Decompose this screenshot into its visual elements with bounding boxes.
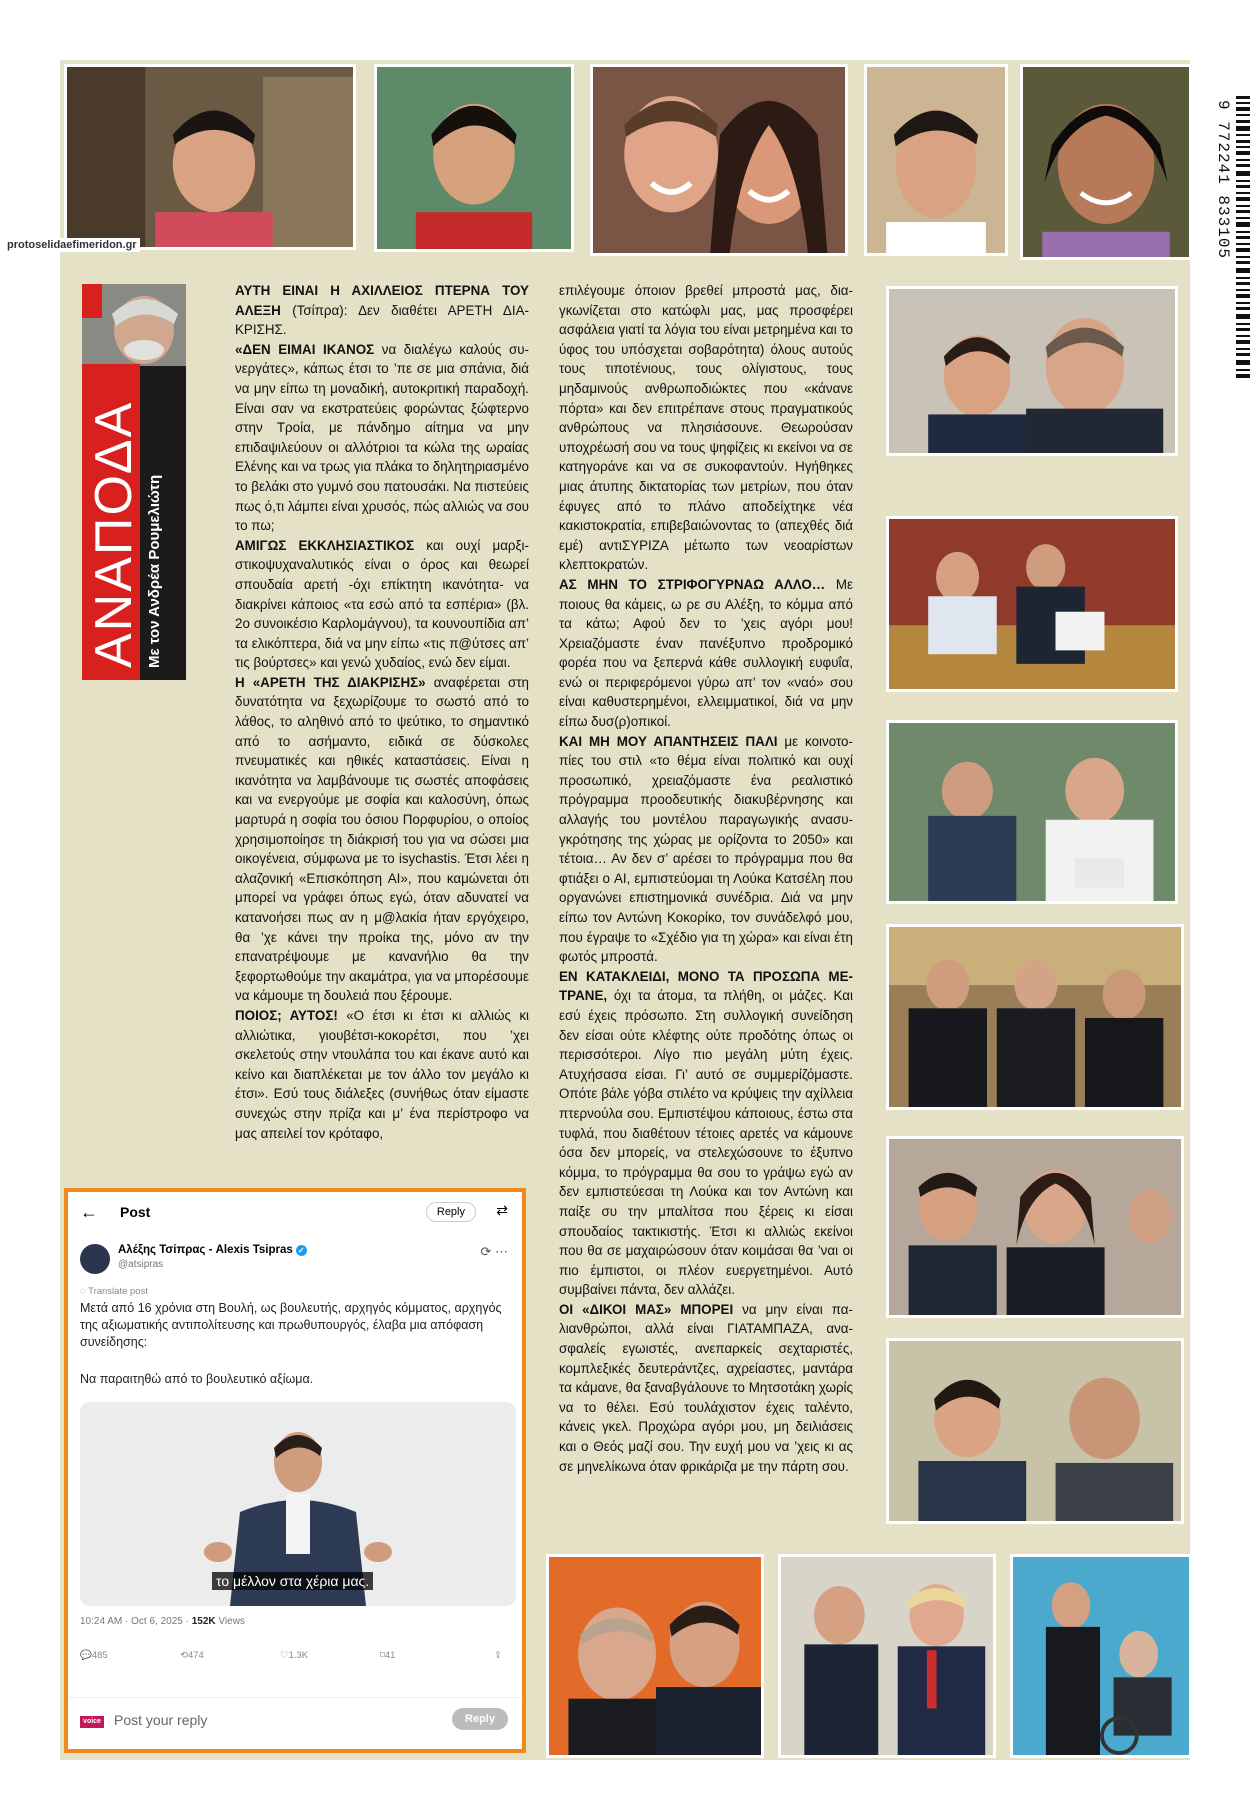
tweet-embed: [64, 1188, 526, 1753]
tweet-video[interactable]: [80, 1402, 516, 1606]
column-author: Με τον Ανδρέα Ρουμελιώτη: [146, 474, 163, 668]
photo-right-1: [886, 286, 1178, 456]
photo-right-3: [886, 720, 1178, 904]
photo-top-1: [64, 64, 356, 250]
author-handle[interactable]: @atsipras: [118, 1259, 164, 1270]
photo-top-2: [374, 64, 574, 252]
paragraph: επιλέγουμε όποιον βρεθεί μπροστά μας, διαγκωνίζεται στο κατώφλι μας, μας προσφέρει ασφάλεια γιατί τα λόγια του είναι μετρημένα και το ύφος του υπόσχεται σοβαρότητα) όλους αυτούς τους τιποτένιους, τους ολίγιστους, τους μηδαμινούς ανθρωποδιώκτες που «κάνανε πόρτα» και δεν επιτρέπανε στους πραγματικούς ανθρώπους να πλησιάσουνε. Θεωρούσαν υποχρέωσή σου να τους ψηφίζεις κι εκείνοι να σε κατηγοράνε και να σε συκοφαντούν. Ηγήθηκες μιας άτυπης δικτατορίας των μετρίων, που όταν έφυγες από το πλάνο αποδείχτηκε νέα κακιστοκρατία, επιβεβαιώνοντας το (απεχθές διά εμέ) αντιΣΥΡΙΖΑ μέτωπο των νεοαρίστων κλεπτοκρατών.: [559, 283, 853, 573]
author-name[interactable]: Αλέξης Τσίπρας - Alexis Tsipras ✓: [118, 1244, 307, 1256]
barcode-digits: 9 772241 833105: [1214, 100, 1232, 260]
bookmark-action[interactable]: ⌑ 41: [380, 1650, 396, 1661]
app-logo: voice: [80, 1716, 104, 1728]
tweet-text-2: Να παραιτηθώ από το βουλευτικό αξίωμα.: [80, 1372, 314, 1386]
reply-action[interactable]: 💬 485: [80, 1650, 108, 1661]
filter-icon[interactable]: ⇄: [496, 1202, 508, 1218]
article-column-2: [559, 281, 853, 1476]
share-icon[interactable]: ⇪: [494, 1650, 502, 1661]
reply-button[interactable]: Reply: [426, 1202, 476, 1222]
paragraph: ΑΜΙΓΩΣ ΕΚΚΛΗΣΙΑΣΤΙΚΟΣ και ουχί μαρξιστικοψυχαναλυτικός είναι ο όρος και θεωρεί σπουδαία αρετή -όχι επίκτητη ικανότητα- να διακρίνει κάποιος «τα εσώ από τα εσπέρια» (βλ. 2ο συνοικέσιο Καρλομάγνου), τα κουνουπίδια απ’ τα ελικόπτερα, διά να μην είπω «τις π@ύτσες απ’ τις βούρτσες» και γενώ χυδαίος, ενώ δεν είμαι.: [235, 537, 529, 671]
tweet-actions: [80, 1650, 510, 1670]
photo-top-3: [590, 64, 848, 256]
reply-input[interactable]: Post your reply: [114, 1712, 208, 1728]
photo-right-6: [886, 1338, 1184, 1524]
back-arrow-icon[interactable]: ←: [80, 1202, 98, 1222]
photo-right-5: [886, 1136, 1184, 1318]
tweet-header: [68, 1192, 522, 1232]
reply-send-button[interactable]: Reply: [452, 1708, 508, 1730]
photo-right-2: [886, 516, 1178, 692]
tweet-meta: 10:24 AM · Oct 6, 2025 · 152K Views: [80, 1616, 245, 1627]
photo-bottom-1: [546, 1554, 764, 1758]
paragraph: ΠΟΙΟΣ; ΑΥΤΟΣ! «Ο έτσι κι έτσι κι αλλιώς κι αλλιώτικα, γιουβέτσι-κοκορέτσι, που ’χει σκελετούς στην ντουλάπα του και έκανε αυτό και κείνο και διαπλέκεται με τον άλλο τον μεγάλο κι έτσι». Εσύ τους διάλεξες (συνήθως όταν είμαστε συνεχώς στην πρίζα και μ’ ένα περίστροφο να μας απειλεί τον κρόταφο,: [235, 1007, 529, 1141]
column-logo: [82, 284, 186, 680]
paragraph: «ΔΕΝ ΕΙΜΑΙ ΙΚΑΝΟΣ να διαλέγω καλούς συνεργάτες», κάπως έτσι το ’πε σε μια σπάνια, διά να μην είπω τη μοναδική, αυτοκριτική παραδοχή. Είναι σαν να εκστρατεύεις φορώντας ξώφτερνο στην Τροία, με πάνδημο αίτημα να μην επιδαψιλεύουν οι αλλότριοι τα κώλα της ωραίας Ελένης και να τρως για πλάκα το δηλητηριασμένο το βελάκι στο γυμνό σου πατουσάκι. Να πιστεύεις πως ό,τι λάμπει είναι χρυσός, πώς αλλιώς να σου το πω;: [235, 341, 529, 534]
photo-top-4: [864, 64, 1008, 256]
paragraph: ΑΥΤΗ ΕΙΝΑΙ Η ΑΧΙΛΛΕΙΟΣ ΠΤΕΡΝΑ ΤΟΥ ΑΛΕΞΗ (Τσίπρα): Δεν διαθέτει ΑΡΕΤΗ ΔΙΑΚΡΙΣΗΣ.: [235, 283, 529, 338]
photo-right-4: [886, 924, 1184, 1110]
column-badge: [82, 284, 102, 318]
paragraph: ΚΑΙ ΜΗ ΜΟΥ ΑΠΑΝΤΗΣΕΙΣ ΠΑΛΙ με κοινοτοπίες του στιλ «το θέμα είναι πολιτικό και ουχί προσωπικό, χρειαζόμαστε ένα ρεαλιστικό πρόγραμμα προοδευτικής διακυβέρνησης και αλλαγής του μοντέλου παραγωγικής ανασυγκρότησης της χώρας με ορίζοντα το 2050» και τέτοια… Αν δεν σ’ αρέσει το πρόγραμμα που θα φτιάξει ο AI, εμπιστεύομαι τη Λούκα Κατσέλη που οργανώνει επιστημονικά συνέδρια. Διά να μην είπω τον Αντώνη Κοκορίκο, τον συνάδελφό μου, που έγραψε το «Σχέδιο για τη χώρα» και είναι έτη φωτός μπροστά.: [559, 733, 853, 965]
paragraph: ΑΣ ΜΗΝ ΤΟ ΣΤΡΙΦΟΓΥΡΝΑΩ ΑΛΛΟ… Με ποιους θα κάμεις, ω ρε συ Αλέξη, το κόμμα από τα κάτω; Αφού δεν το ’χεις αγόρι μου! Χρειαζόμαστε έναν πανέξυπνο προδρομικό φορέα που να ξεπερνά κάθε συλλογική ευφυΐα, ενώ οι περιφερόμενοι γύρω απ’ τον «ναό» σου είναι καθυστερημένοι, ελλειμματικοί, διά να μην είπω δυσ(ρ)οπικοί.: [559, 576, 853, 730]
avatar[interactable]: [80, 1244, 110, 1274]
tweet-header-title: Post: [120, 1204, 151, 1220]
article-column-1: [235, 281, 529, 1143]
video-caption: το μέλλον στα χέρια μας.: [212, 1572, 373, 1590]
photo-bottom-3: [1010, 1554, 1192, 1758]
verified-icon: ✓: [296, 1245, 307, 1256]
like-action[interactable]: ♡ 1.3K: [280, 1650, 309, 1661]
paragraph: ΕΝ ΚΑΤΑΚΛΕΙΔΙ, ΜΟΝΟ ΤΑ ΠΡΟΣΩΠΑ ΜΕΤΡΑΝΕ, όχι τα άτομα, τα πλήθη, οι μάζες. Και εσύ έχεις πρόσωπο. Στη συλλογική συνείδηση δεν είσαι ούτε κλέφτης ούτε προδότης όπως οι περισσότεροι. Λίγο πιο μεγάλη μύτη έχεις. Ατυχήσασα είσαι. Γι’ αυτό σε συμμερίζόμαστε. Οπότε βάλε γόβα στιλέτο να κρύψεις την αχίλλεια πτερνούλα σου. Εμπιστέψου κάποιους, έστω στα τυφλά, που διαθέτουν τέτοιες αρετές να κάμουνε όσα δεν μπορείς, να στελεχώσουνε το έξυπνο κόμμα, το πρόγραμμα θα σου το γράψω εγώ αν δεν εμπιστεύεσαι τη Λούκα και τον Αντώνη και παίξε συ την μπαλίτσα που ξέρεις κι είσαι σπουδαίος τακτικιστής. Έτσι κι αλλιώς εκείνοι που θα σε μαχαιρώσουν όταν κοιμάσαι θα ’ναι οι πιο έμπιστοι, οι πλέον ευεργετημένοι. Αυτό συμβαίνει πάντα, δεν αλλάζει.: [559, 968, 853, 1298]
paragraph: Η «ΑΡΕΤΗ ΤΗΣ ΔΙΑΚΡΙΣΗΣ» αναφέρεται στη δυνατότητα να ξεχωρίζουμε το σωστό από το λάθος, το αληθινό από το ψεύτικο, το σημαντικό από το ασήμαντο, ειδικά σε δύσκολες πνευματικές και ηθικές καταστάσεις. Είναι η ικανότητα να λαμβάνουμε τις σωστές αποφάσεις και να ενεργούμε με σοφία και καλοσύνη, όπως μαρτυρά η σοφία του όσιου Πορφυρίου, ο οποίος χρησιμοποίησε τη διάκρισή του για να σώσει μια οικογένεια, σύμφωνα με το isychastis. Έτσι λέει η αλαζονική «Επισκόπηση AI», που καμώνεται ότι μπορεί να γράφει όπως εγώ, όταν αδυνατεί να κατανοήσει πως αν η μ@λακία ήταν εργόχειρο, θα ’χε κάνει την προίκα της, μόνο αν την επανατρέψουμε με κανανήλιο θα την ξεφορτωθούμε την ακαμάτρα, για να μπορέσουμε να κάμουμε τη δουλειά που ξέρουμε.: [235, 674, 529, 1004]
photo-top-5: [1020, 64, 1192, 260]
more-options-icon[interactable]: ⟳ ⋯: [480, 1244, 508, 1259]
repost-action[interactable]: ⟲ 474: [180, 1650, 204, 1661]
translate-link[interactable]: ◌ Translate post: [80, 1286, 148, 1297]
reply-bar: [68, 1697, 522, 1748]
paragraph: ΟΙ «ΔΙΚΟΙ ΜΑΣ» ΜΠΟΡΕΙ να μην είναι παλιανθρώποι, αλλά είναι ΓΙΑΤΑΜΠΑΖΑ, ανασφαλείς εγωιστές, ανεπαρκείς σεχταριστές, κομπλεξικές δευτεράντζες, αχρείαστες, μαντάρα τα κάμανε, θα ξαναβγάλουνε το Μητσοτάκη χωρίς να το θέλει. Εσύ τουλάχιστον έχεις ταλέντο, κάνεις γκελ. Προχώρα αγόρι μου, μη δειλιάσεις και ο Θεός μαζί σου. Την ευχή μου να ’χεις κι ας σε μηνελίκωνα όταν φρικάριζα με την πάρτη σου.: [559, 1301, 853, 1474]
column-title: ΑΝΑΠΟΔΑ: [85, 400, 143, 668]
source-watermark: protoselidaefimeridon.gr: [4, 238, 140, 252]
tweet-text: Μετά από 16 χρόνια στη Βουλή, ως βουλευτής, αρχηγός κόμματος, αρχηγός της αξιωματικής αντιπολίτευσης και πρωθυπουργός, έλαβα μια απόφαση συνείδησης:: [80, 1301, 502, 1349]
photo-bottom-2: [778, 1554, 996, 1758]
